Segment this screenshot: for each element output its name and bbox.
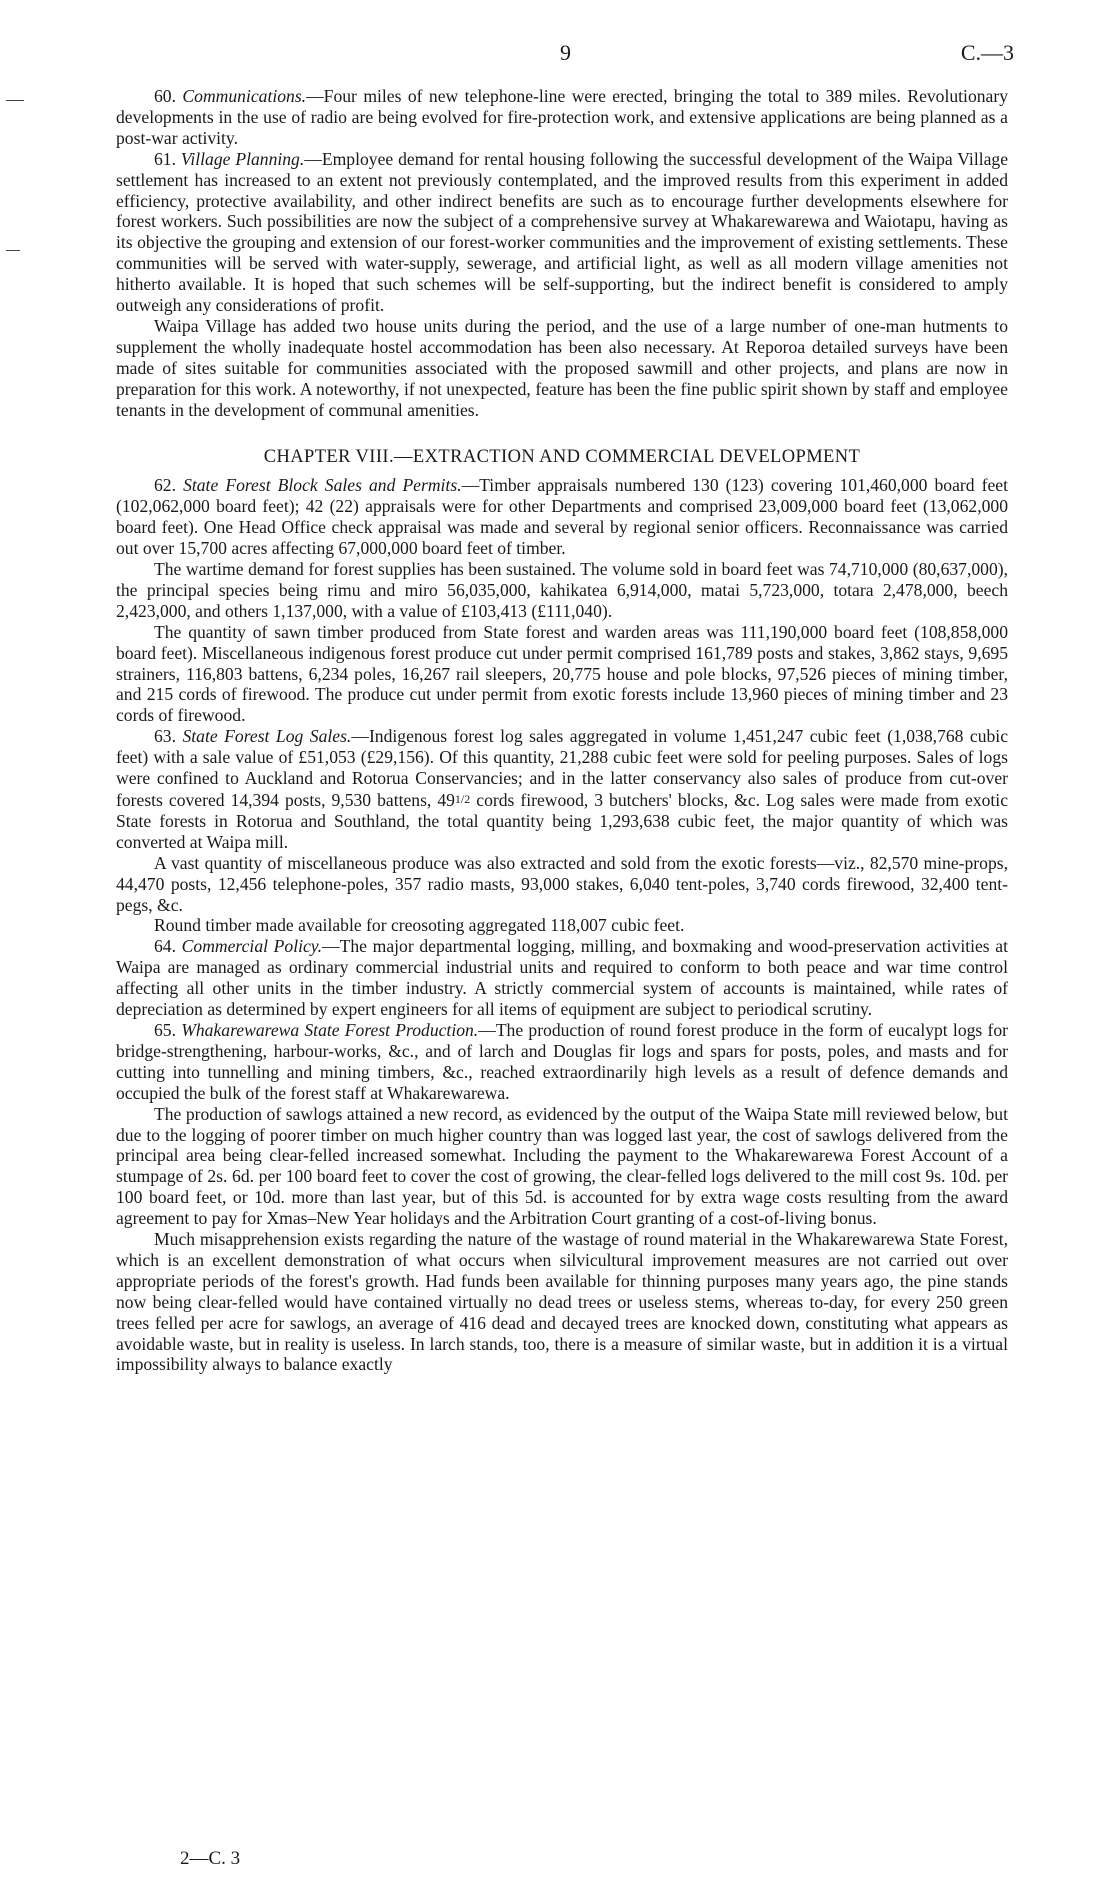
paragraph-waipa-village [116,316,1008,421]
paragraph-text: —Employee demand for rental housing following the successful development of the Waipa Village settlement has increased to an extent not previously contemplated, and the improved results from this experiment in added efficiency, protective availability, and other indirect benefits are such as to encourage further developments elsewhere for forest workers. Such possibilities are now the subject of a comprehensive survey at Whakarewarewa and Waiotapu, having as its objective the grouping and extension of our forest-worker communities and the improvement of existing settlements. These communities will be served with water-supply, sewerage, and artificial light, as well as all modern village amenities not hitherto available. It is hoped that such schemes will be self-supporting, but the indirect benefit is considered to amply outweigh any considerations of profit. [116,148,1009,316]
paragraph-64 [116,936,1008,1020]
margin-mark [6,100,24,101]
paragraph-number: 62. [154,475,176,496]
paragraph-text: Waipa Village has added two house units during the period, and the use of a large number of one-man hutments to supplement the wholly inadequate hostel accommodation has been also necessary. At Reporoa detailed surveys have been made of sites suitable for communities associated with the proposed sawmill and other projects, and plans are now in preparation for this work. A noteworthy, if not unexpected, feature has been the fine public spirit shown by staff and employee tenants in the development of communal amenities. [116,315,1008,420]
section-heading: Communications. [182,86,307,106]
paragraph-number: 64. [154,936,176,957]
paragraph-61 [116,149,1008,316]
paragraph-65 [116,1020,1008,1104]
paragraph-wartime-demand [116,559,1008,622]
paragraph-number: 61. [154,148,176,169]
paragraph-text: Round timber made available for creosoting aggregated 118,007 cubic feet. [154,915,685,936]
paragraph-wastage [116,1229,1008,1375]
paragraph-text: The quantity of sawn timber produced from State forest and warden areas was 111,190,000 board feet (108,858,000 board feet). Miscellaneous indigenous forest produce cut under permit comprised 161,789 posts and stakes, 3,862 stays, 9,695 strainers, 116,803 battens, 6,234 poles, 16,267 rail sleepers, 20,775 house and pole blocks, 97,526 pieces of mining timber, and 215 cords of firewood. The produce cut under permit from exotic forests include 13,960 pieces of mining timber and 23 cords of firewood. [116,621,1008,726]
signature-mark: 2—C. 3 [180,1848,241,1869]
paragraph-text: —The major departmental logging, milling, and boxmaking and wood-preservation activities at Waipa are managed as ordinary commercial industrial units and required to conform to both peace and war time control affecting all other units in the timber industry. A strictly commercial system of accounts is maintained, while rates of depreciation as determined by expert engineers for all items of equipment are subject to periodical scrutiny. [116,936,1009,1020]
fraction: 1/2 [454,792,471,806]
paragraph-60 [116,86,1008,149]
paragraph-miscellaneous-produce [116,853,1008,916]
paragraph-text: —Timber appraisals numbered 130 (123) covering 101,460,000 board feet (102,062,000 board feet); 42 (22) appraisals were for other Departments and comprised 23,009,000 board feet (13,062,000 board feet). One Head Office check appraisal was made and several by regional senior officers. Reconnaissance was carried out over 15,700 acres affecting 67,000,000 board feet of timber. [116,475,1008,559]
report-code: C.—3 [960,40,1014,65]
paragraph-text: The production of sawlogs attained a new record, as evidenced by the output of the Waipa State mill reviewed below, but due to the logging of poorer timber on much higher country than was logged last year, the cost of sawlogs delivered from the principal area being clear-felled increased somewhat. Including the payment to the Whakarewarewa Forest Account of a stumpage of 2s. 6d. per 100 board feet to cover the cost of growing, the clear-felled logs delivered to the mill cost 9s. 10d. per 100 board feet, or 10d. more than last year, but of this 5d. is accounted for by extra wage costs resulting from the award agreement to pay for Xmas–New Year holidays and the Arbitration Court granting of a cost-of-living bonus. [116,1103,1008,1229]
paragraph-text: Much misapprehension exists regarding the nature of the wastage of round material in the Whakarewarewa State Forest, which is an excellent demonstration of what occurs when silvicultural improvement measures are not carried out over appropriate periods of the forest's growth. Had funds been available for thinning purposes many years ago, the pine stands now being clear-felled would have contained virtually no dead trees or useless stems, whereas to-day, for every 250 green trees felled per acre for sawlogs, an average of 416 dead and decayed trees are knocked down, constituting what appears as avoidable waste, but in reality is useless. In larch stands, too, there is a measure of similar waste, but in addition it is a virtual impossibility always to balance exactly [116,1229,1008,1375]
paragraph-text: —The production of round forest produce in the form of eucalypt logs for bridge-strengthening, harbour-works, &c., and of larch and Douglas fir logs and spars for posts, poles, and masts and for cutting into tunnelling and mining timbers, &c., reached extraordinarily high levels as a result of defence demands and occupied the bulk of the forest staff at Whakarewarewa. [116,1019,1008,1103]
paragraph-text: —Four miles of new telephone-line were erected, bringing the total to 389 miles. Revolutionary developments in the use of radio are being evolved for fire-protection work, and extensive applications are being planned as a post-war activity. [116,86,1008,148]
paragraph-63 [116,726,1008,852]
section-heading: Whakarewarewa State Forest Production. [181,1019,479,1040]
paragraph-text: A vast quantity of miscellaneous produce was also extracted and sold from the exotic forests—viz., 82,570 mine-props, 44,470 posts, 12,456 telephone-poles, 357 radio masts, 93,000 stakes, 6,040 tent-poles, 3,740 cords firewood, 32,400 tent-pegs, &c. [116,852,1008,915]
paragraph-number: 63. [154,726,176,747]
paragraph-sawn-timber [116,622,1008,727]
section-heading: Commercial Policy. [181,936,323,957]
page-header [0,40,1114,70]
margin-mark [6,250,20,251]
page-number: 9 [560,40,571,65]
document-body [116,86,1008,1375]
paragraph-number: 65. [154,1019,176,1040]
paragraph-number: 60. [154,86,176,106]
chapter-heading: CHAPTER VIII.—EXTRACTION AND COMMERCIAL DEVELOPMENT [263,446,861,467]
section-heading: Village Planning. [180,148,305,169]
paragraph-sawlogs [116,1104,1008,1229]
paragraph-text: cords firewood, 3 butchers' blocks, &c. Log sales were made from exotic State forests in Rotorua and Southland, the total quantity being 1,293,638 cubic feet, the major quantity of which was converted at Waipa mill. [116,790,1009,852]
section-heading: State Forest Block Sales and Permits. [183,475,462,496]
paragraph-text: The wartime demand for forest supplies has been sustained. The volume sold in board feet was 74,710,000 (80,637,000), the principal species being rimu and miro 56,035,000, kahikatea 6,914,000, matai 5,723,000, totara 2,478,000, beech 2,423,000, and others 1,137,000, with a value of £103,413 (£111,040). [116,559,1008,621]
paragraph-text: —Indigenous forest log sales aggregated in volume 1,451,247 cubic feet (1,038,768 cubic feet) with a sale value of £51,053 (£29,156). Of this quantity, 21,288 cubic feet were sold for peeling purposes. Sales of logs were confined to Auckland and Rotorua Conservancies; and in the latter conservancy also sales of produce from cut-over forests covered 14,394 posts, 9,530 battens, 49 [116,726,1009,810]
paragraph-round-timber [116,915,1008,936]
paragraph-62 [116,475,1008,559]
section-heading: State Forest Log Sales. [182,726,352,747]
